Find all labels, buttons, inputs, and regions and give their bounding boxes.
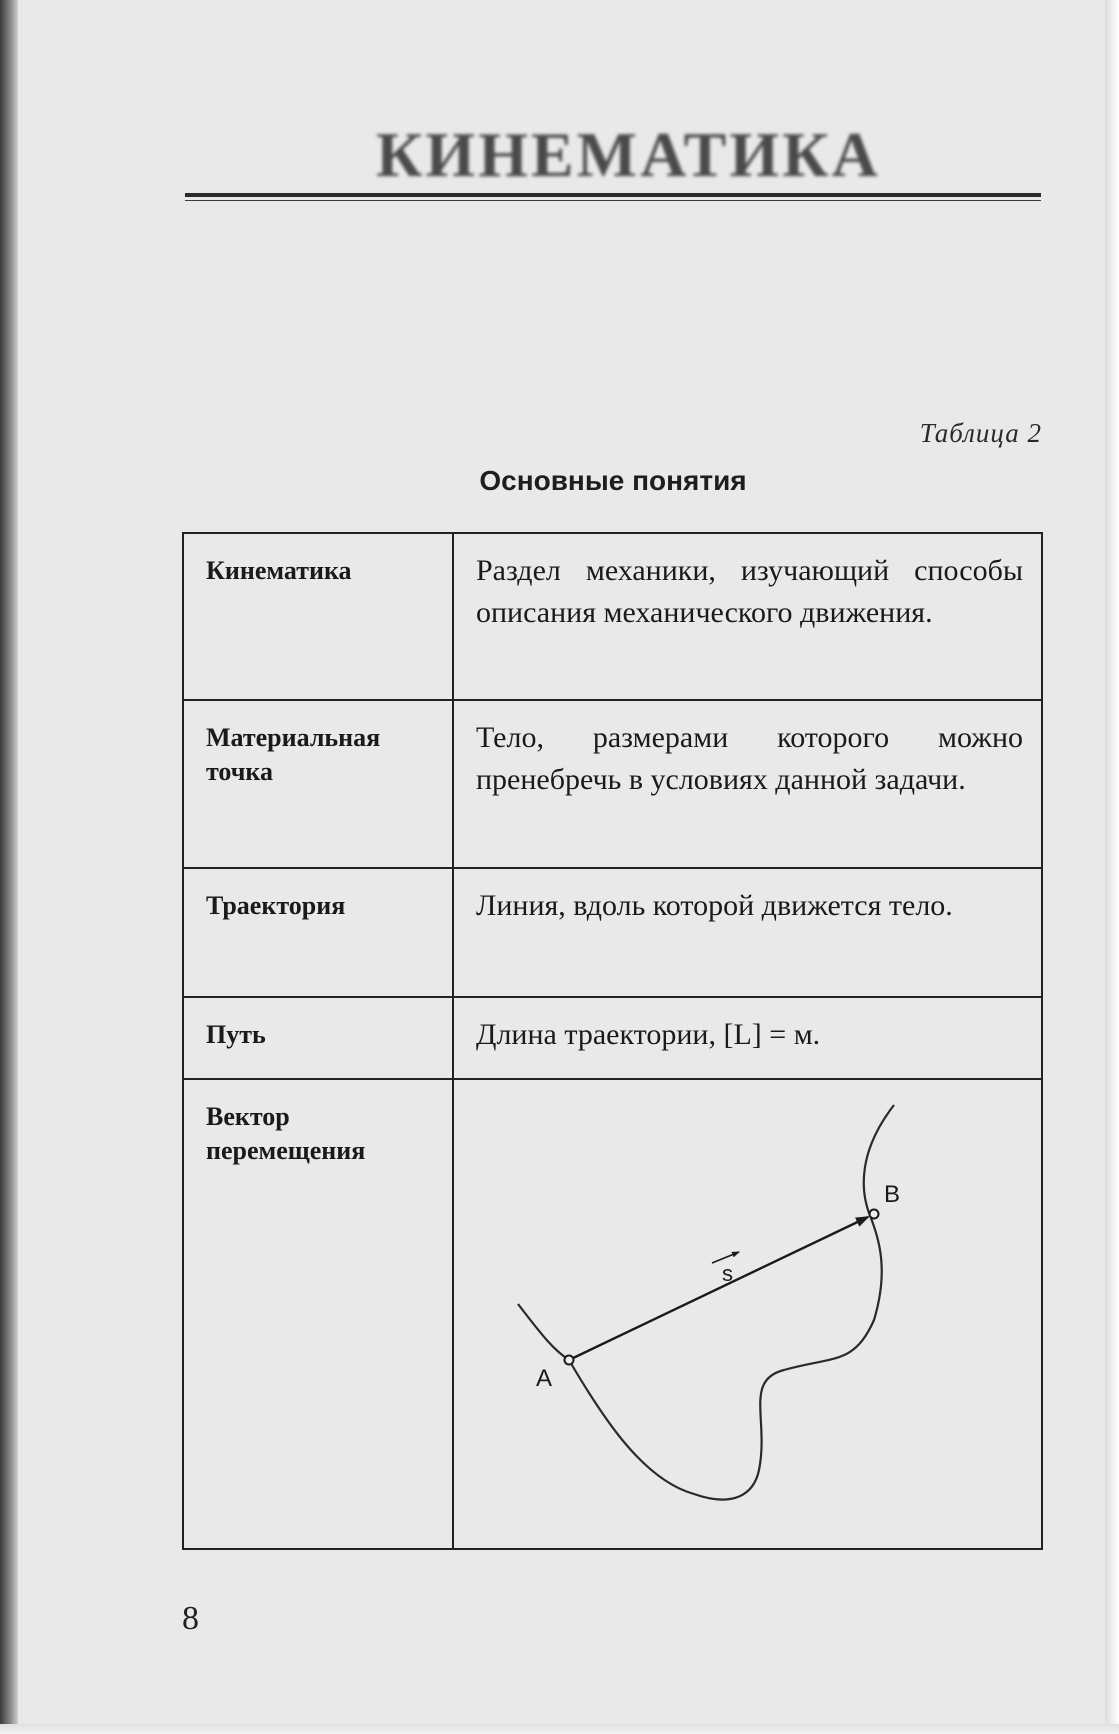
point-b-marker <box>870 1210 879 1219</box>
point-a-label: A <box>536 1365 553 1392</box>
point-a-marker <box>565 1356 574 1365</box>
page-number: 8 <box>182 1600 199 1637</box>
displacement-vector-arrow <box>569 1217 868 1360</box>
definition-cell <box>453 1079 1042 1549</box>
table-row <box>183 997 1042 1079</box>
term-cell <box>183 1079 453 1549</box>
definition-path: Длина траектории, [L] = м. <box>476 1018 821 1051</box>
table-row <box>183 700 1042 868</box>
term-trajectory: Траектория <box>206 891 346 920</box>
definition-material-point: Тело, размерами которого можно пренебречь в условиях данной задачи. <box>476 721 1023 796</box>
term-path: Путь <box>206 1020 266 1049</box>
table-number: Таблица 2 <box>919 418 1042 448</box>
definition-cell <box>453 997 1042 1079</box>
term-kinematics: Кинематика <box>206 556 352 585</box>
vector-label: s <box>722 1261 733 1286</box>
title-rule-thick <box>185 193 1041 197</box>
table-caption: Основные понятия <box>479 465 747 496</box>
displacement-diagram <box>454 1080 1041 1548</box>
title-rule-thin <box>185 200 1041 201</box>
point-b-label: B <box>884 1181 901 1208</box>
definition-kinematics: Раздел механики, изучающий способы описания механического движения. <box>476 554 1023 629</box>
term-material-point: Материальная точка <box>206 723 381 786</box>
term-cell <box>183 997 453 1079</box>
chapter-title: КИНЕМАТИКА <box>376 119 881 190</box>
trajectory-curve <box>518 1105 894 1500</box>
table-row <box>183 1079 1042 1549</box>
definition-cell <box>453 868 1042 997</box>
term-displacement-vector: Вектор перемещения <box>206 1102 366 1165</box>
definition-cell <box>453 533 1042 700</box>
page-bottom-edge <box>0 1724 1119 1734</box>
term-cell <box>183 533 453 700</box>
page-edge-shadow <box>0 0 18 1734</box>
table-row <box>183 868 1042 997</box>
term-cell <box>183 700 453 868</box>
concepts-table <box>182 532 1043 1550</box>
definition-cell <box>453 700 1042 868</box>
term-cell <box>183 868 453 997</box>
table-row <box>183 533 1042 700</box>
page-edge-highlight <box>1105 0 1119 1734</box>
definition-trajectory: Линия, вдоль которой движется тело. <box>476 889 953 922</box>
